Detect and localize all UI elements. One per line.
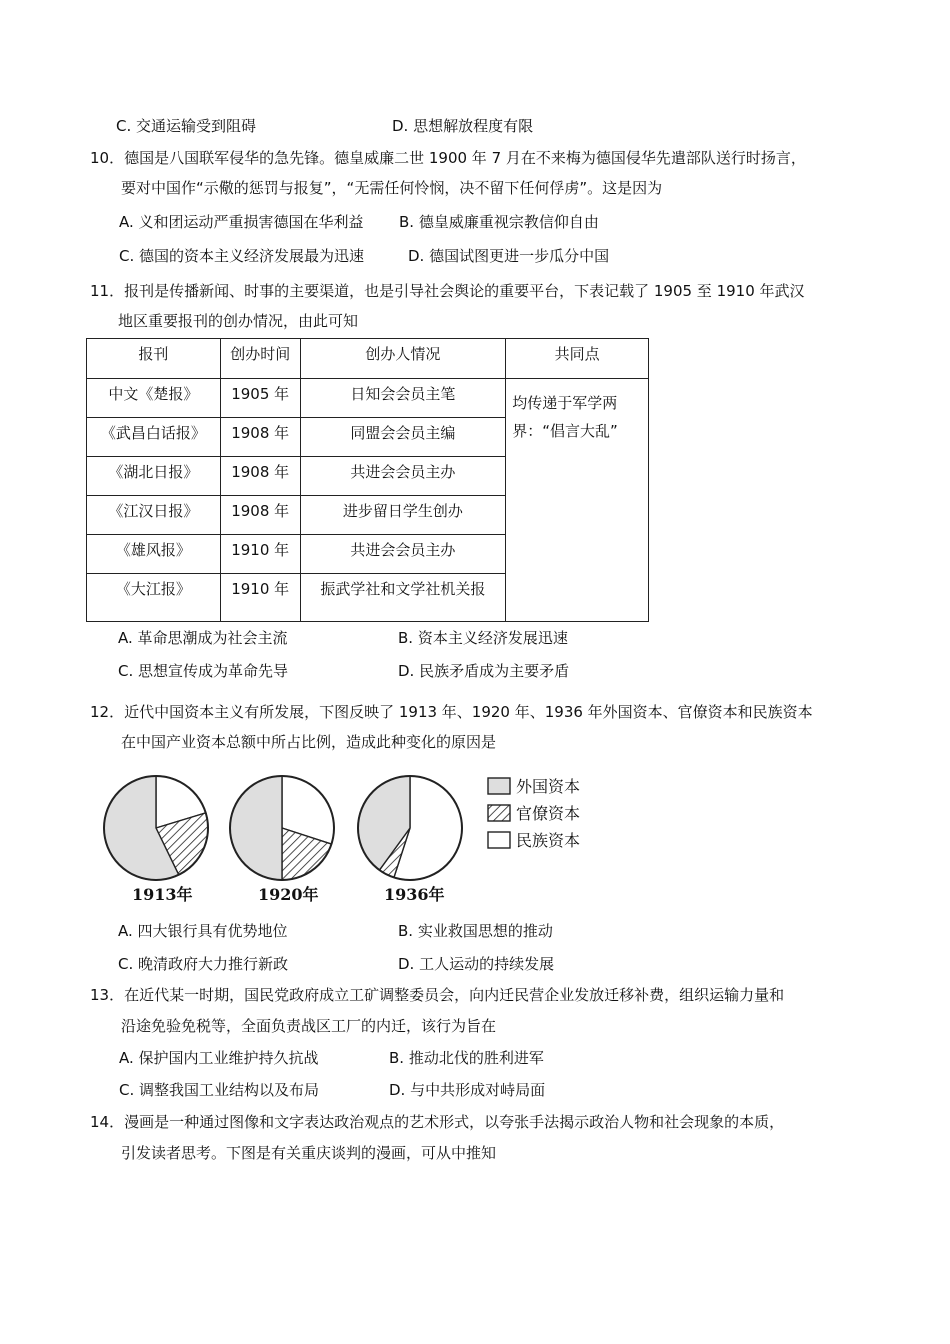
table-cell: 1910 年	[220, 574, 300, 622]
newspaper-table	[86, 338, 649, 622]
table-cell: 《武昌白话报》	[87, 418, 221, 457]
table-cell: 1908 年	[220, 418, 300, 457]
table-header: 报刊	[87, 339, 221, 379]
q13-option-c: C. 调整我国工业结构以及布局	[119, 1081, 320, 1099]
table-row	[87, 379, 649, 418]
table-cell: 中文《楚报》	[87, 379, 221, 418]
q10-option-a: A. 义和团运动严重损害德国在华利益	[119, 213, 364, 231]
table-cell: 1908 年	[220, 496, 300, 535]
capital-pie-charts	[96, 768, 606, 908]
q13-option-b: B. 推动北伐的胜利进军	[389, 1049, 544, 1067]
table-cell: 《雄风报》	[87, 535, 221, 574]
table-cell: 1910 年	[220, 535, 300, 574]
legend-swatch-bureaucratic	[488, 805, 510, 821]
table-cell: 1905 年	[220, 379, 300, 418]
q11-option-d: D. 民族矛盾成为主要矛盾	[398, 662, 570, 680]
q13-stem-line2: 沿途免验免税等，全面负责战区工厂的内迁，该行为旨在	[121, 1017, 497, 1035]
q13-stem-line1: 13．在近代某一时期，国民党政府成立工矿调整委员会，向内迁民营企业发放迁移补费，组织运输力量和	[90, 986, 785, 1004]
legend-label-bureaucratic: 官僚资本	[516, 804, 581, 823]
table-common-cell: 均传递于军学两界：“倡言大乱”	[506, 379, 649, 622]
table-header: 创办人情况	[300, 339, 506, 379]
table-cell: 共进会会员主办	[300, 457, 506, 496]
legend-label-national: 民族资本	[516, 831, 581, 850]
q10-option-b: B. 德皇威廉重视宗教信仰自由	[399, 213, 599, 231]
table-header: 创办时间	[220, 339, 300, 379]
q12-option-a: A. 四大银行具有优势地位	[118, 922, 288, 940]
q11-stem-line1: 11．报刊是传播新闻、时事的主要渠道，也是引导社会舆论的重要平台，下表记载了 1905 至 1910 年武汉	[90, 282, 805, 300]
table-cell: 《湖北日报》	[87, 457, 221, 496]
q12-option-d: D. 工人运动的持续发展	[398, 955, 555, 973]
q11-stem-line2: 地区重要报刊的创办情况，由此可知	[118, 312, 359, 330]
pie-label-1920: 1920年	[258, 885, 319, 904]
table-header-row	[87, 339, 649, 379]
table-cell: 进步留日学生创办	[300, 496, 506, 535]
legend-label-foreign: 外国资本	[516, 777, 581, 796]
q10-option-c: C. 德国的资本主义经济发展最为迅速	[119, 247, 365, 265]
table-cell: 1908 年	[220, 457, 300, 496]
table-cell: 《大江报》	[87, 574, 221, 622]
pie-label-1936: 1936年	[384, 885, 445, 904]
legend-swatch-foreign	[488, 778, 510, 794]
table-cell: 《江汉日报》	[87, 496, 221, 535]
table-cell: 共进会会员主办	[300, 535, 506, 574]
table-cell: 同盟会会员主编	[300, 418, 506, 457]
q13-option-a: A. 保护国内工业维护持久抗战	[119, 1049, 319, 1067]
pie-slice-1920-foreign	[230, 776, 282, 880]
q11-option-b: B. 资本主义经济发展迅速	[398, 629, 568, 647]
q12-stem-line2: 在中国产业资本总额中所占比例，造成此种变化的原因是	[121, 733, 497, 751]
q13-option-d: D. 与中共形成对峙局面	[389, 1081, 546, 1099]
legend-swatch-national	[488, 832, 510, 848]
q10-stem-line2: 要对中国作“示儆的惩罚与报复”，“无需任何怜悯，决不留下任何俘虏”。这是因为	[121, 179, 663, 197]
q12-option-c: C. 晚清政府大力推行新政	[118, 955, 289, 973]
pie-label-1913: 1913年	[132, 885, 193, 904]
q9-option-d: D. 思想解放程度有限	[392, 117, 534, 135]
table-header: 共同点	[506, 339, 649, 379]
q9-option-c: C. 交通运输受到阻碍	[116, 117, 257, 135]
q11-option-c: C. 思想宣传成为革命先导	[118, 662, 289, 680]
q12-stem-line1: 12．近代中国资本主义有所发展，下图反映了 1913 年、1920 年、1936 年外国资本、官僚资本和民族资本	[90, 703, 813, 721]
table-cell: 振武学社和文学社机关报	[300, 574, 506, 622]
q10-stem-line1: 10．德国是八国联军侵华的急先锋。德皇威廉二世 1900 年 7 月在不来梅为德国侵华先遣部队送行时扬言，	[90, 149, 806, 167]
q11-option-a: A. 革命思潮成为社会主流	[118, 629, 288, 647]
table-cell: 日知会会员主笔	[300, 379, 506, 418]
q14-stem-line1: 14．漫画是一种通过图像和文字表达政治观点的艺术形式，以夸张手法揭示政治人物和社会现象的本质，	[90, 1113, 785, 1131]
q14-stem-line2: 引发读者思考。下图是有关重庆谈判的漫画，可从中推知	[121, 1144, 497, 1162]
q10-option-d: D. 德国试图更进一步瓜分中国	[408, 247, 610, 265]
q12-option-b: B. 实业救国思想的推动	[398, 922, 553, 940]
